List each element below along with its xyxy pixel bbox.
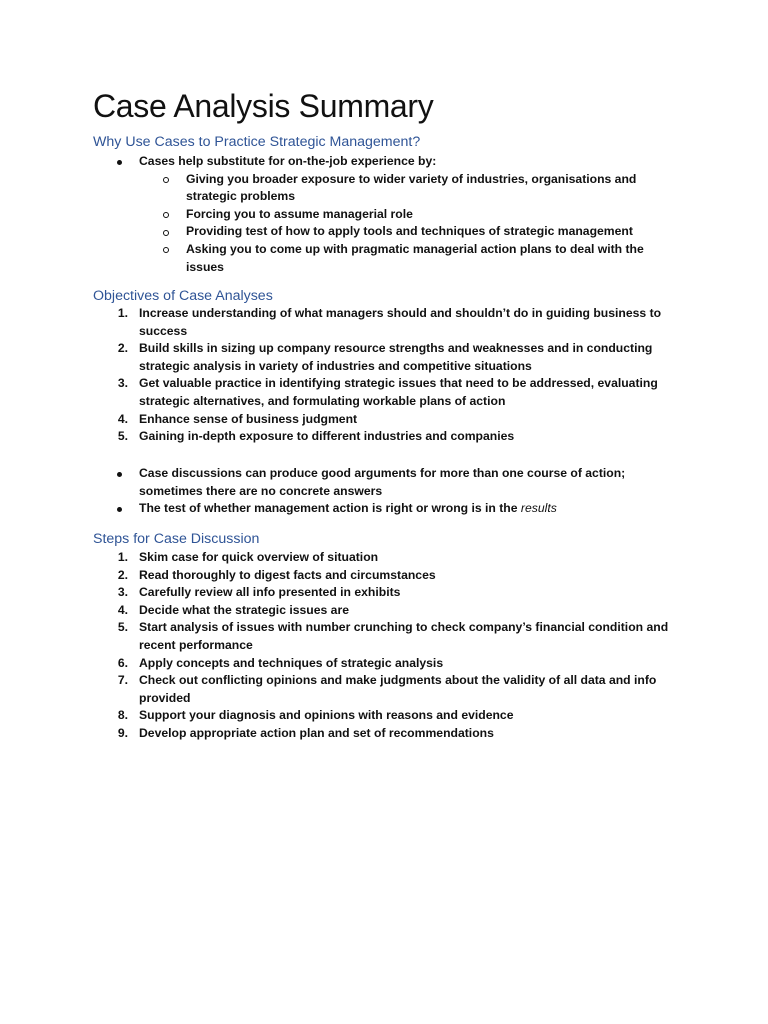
section1-list — [0, 153, 768, 276]
list-item — [0, 465, 768, 500]
bullet-icon — [117, 507, 122, 512]
numbered-item — [0, 428, 768, 446]
numbered-item — [0, 672, 768, 707]
item-number: 8. — [117, 708, 128, 723]
objectives-numbered-list — [0, 305, 768, 446]
numbered-item — [0, 375, 768, 410]
objectives-bullet-list — [0, 465, 768, 518]
list-item — [0, 153, 768, 171]
list-item-text-prefix: The test of whether management action is right or wrong is in the — [139, 501, 521, 516]
sub-list-item — [0, 223, 768, 241]
numbered-item-text: Carefully review all info presented in exhibits — [139, 585, 401, 600]
item-number: 4. — [117, 602, 128, 617]
list-item — [0, 500, 768, 518]
numbered-item-text: Skim case for quick overview of situation — [139, 550, 379, 564]
item-number: 6. — [117, 655, 128, 670]
item-number: 1. — [117, 550, 128, 564]
numbered-item — [0, 602, 768, 620]
section-heading-why-use-cases: Why Use Cases to Practice Strategic Management? — [93, 134, 421, 150]
list-item-text: Cases help substitute for on-the-job experience by: — [139, 154, 437, 168]
sub-list-item-text: Giving you broader exposure to wider variety of industries, organisations and strategic problems — [186, 171, 637, 204]
numbered-item — [0, 305, 768, 340]
list-item-text: Case discussions can produce good arguments for more than one course of action; sometimes there are no concrete answers — [139, 466, 626, 498]
emphasized-word: results — [520, 501, 557, 516]
numbered-item — [0, 567, 768, 585]
numbered-item-text: Check out conflicting opinions and make judgments about the validity of all data and info provided — [139, 673, 657, 705]
numbered-item-text: Build skills in sizing up company resource strengths and weaknesses and in conducting strategic analysis in variety of industries and competitive situations — [139, 341, 653, 373]
document-title: Case Analysis Summary — [93, 88, 434, 124]
numbered-item-text: Get valuable practice in identifying strategic issues that need to be addressed, evaluating strategic alternatives, and formulating workable plans of action — [139, 376, 658, 408]
item-number: 4. — [117, 411, 128, 426]
item-number: 2. — [117, 567, 128, 582]
sub-list-item-text: Asking you to come up with pragmatic managerial action plans to deal with the issues — [186, 241, 644, 274]
bullet-icon — [117, 160, 122, 165]
item-number: 3. — [117, 376, 128, 391]
numbered-item — [0, 411, 768, 429]
list-item-text — [139, 500, 679, 518]
steps-numbered-list — [0, 549, 768, 743]
sub-list-item-text: Providing test of how to apply tools and techniques of strategic management — [186, 224, 633, 239]
item-number: 1. — [117, 306, 128, 320]
numbered-item-text: Decide what the strategic issues are — [139, 602, 349, 617]
numbered-item-text: Gaining in-depth exposure to different industries and companies — [139, 429, 515, 444]
item-number: 3. — [117, 585, 128, 600]
numbered-item-text: Enhance sense of business judgment — [139, 411, 358, 426]
item-number: 5. — [117, 620, 128, 635]
numbered-item — [0, 619, 768, 654]
item-number: 7. — [117, 673, 128, 688]
numbered-item-text: Read thoroughly to digest facts and circumstances — [139, 567, 436, 582]
item-number: 5. — [117, 429, 128, 444]
numbered-item-text: Develop appropriate action plan and set of recommendations — [139, 725, 494, 740]
numbered-item — [0, 655, 768, 673]
numbered-item-text: Support your diagnosis and opinions with reasons and evidence — [139, 708, 514, 723]
sub-list-item — [0, 241, 768, 276]
sub-list-item — [0, 206, 768, 224]
section-heading-steps: Steps for Case Discussion — [93, 531, 260, 547]
hollow-bullet-icon — [163, 212, 169, 218]
hollow-bullet-icon — [163, 177, 169, 183]
item-number: 2. — [117, 341, 128, 356]
item-number: 9. — [117, 725, 128, 740]
numbered-item — [0, 707, 768, 725]
numbered-item — [0, 549, 768, 567]
section-heading-objectives: Objectives of Case Analyses — [93, 288, 273, 304]
hollow-bullet-icon — [163, 247, 169, 253]
hollow-bullet-icon — [163, 230, 169, 236]
sub-list-item-text: Forcing you to assume managerial role — [186, 206, 413, 221]
bullet-icon — [117, 472, 122, 477]
numbered-item-text: Start analysis of issues with number crunching to check company’s financial condition and recent performance — [139, 620, 669, 652]
sub-list-item — [0, 171, 768, 206]
numbered-item-text: Increase understanding of what managers should and shouldn’t do in guiding business to success — [139, 306, 662, 338]
numbered-item — [0, 340, 768, 375]
numbered-item — [0, 725, 768, 743]
numbered-item — [0, 584, 768, 602]
numbered-item-text: Apply concepts and techniques of strategic analysis — [139, 655, 444, 670]
